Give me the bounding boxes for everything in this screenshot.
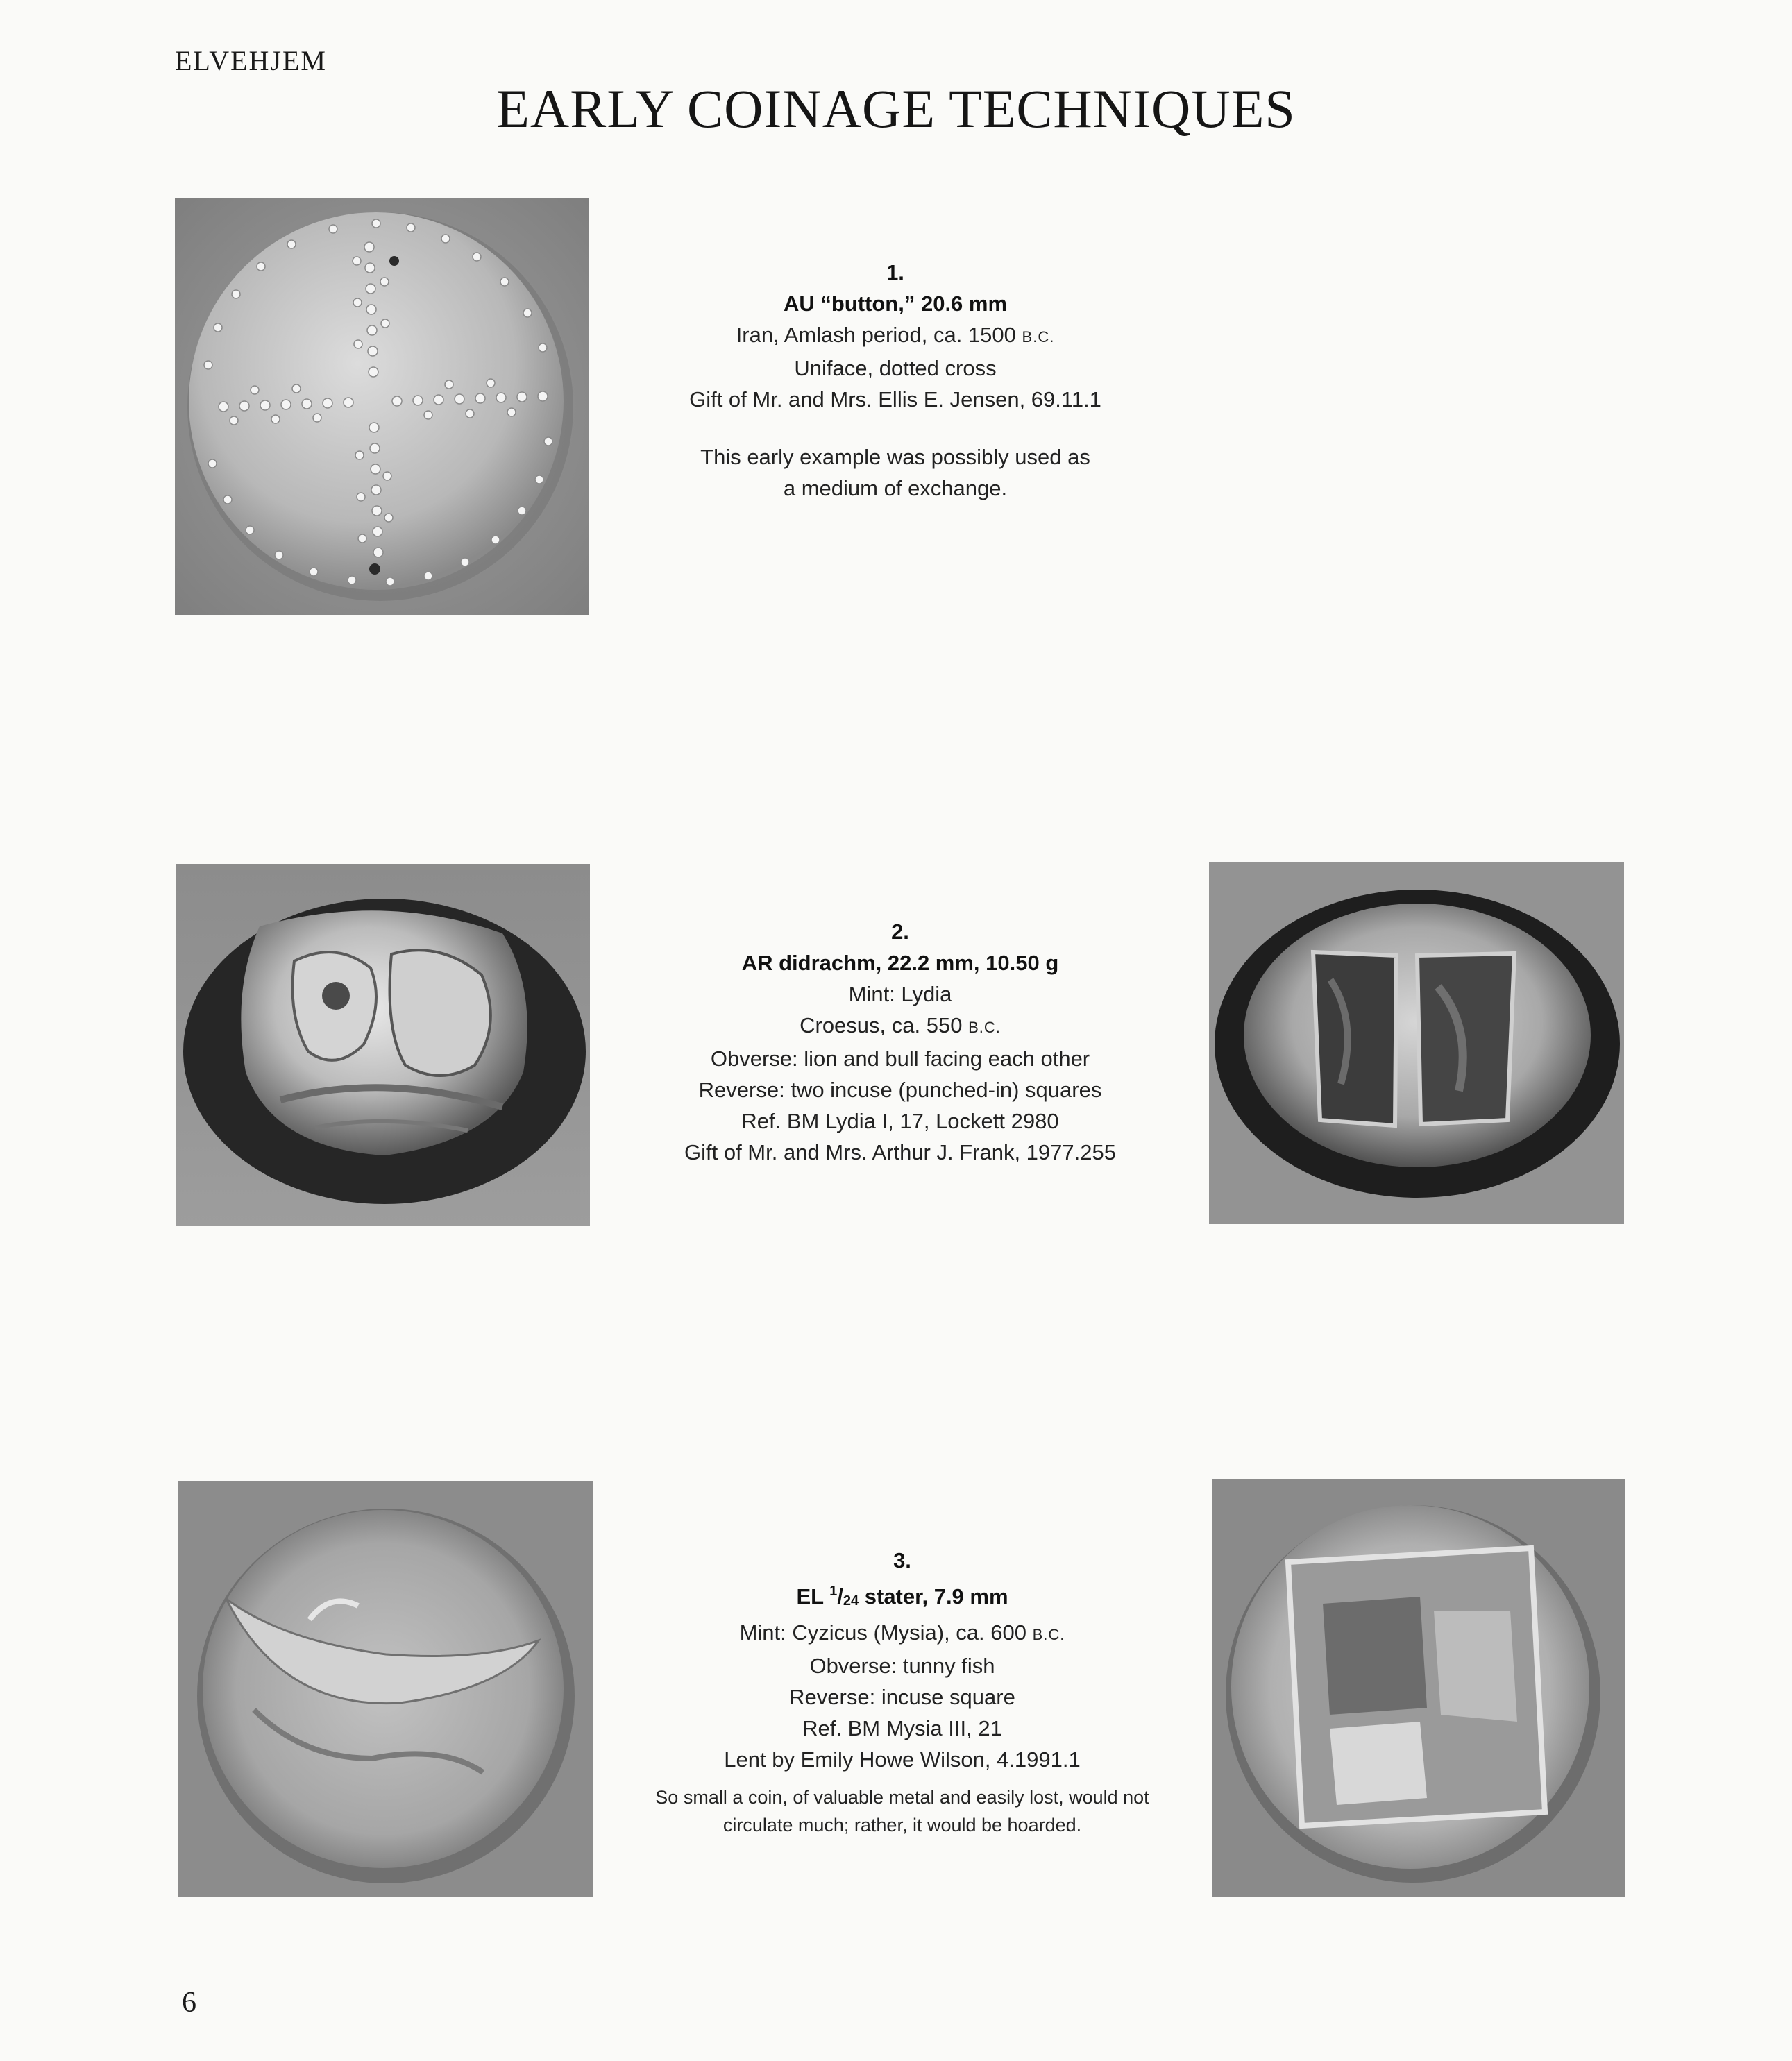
entry-3-note: So small a coin, of valuable metal and easily lost, would not bbox=[655, 1787, 1149, 1808]
entry-3-date: Mint: Cyzicus (Mysia), ca. 600 B.C. bbox=[739, 1620, 1065, 1645]
entry-2-number: 2. bbox=[891, 919, 909, 944]
entry-3-number: 3. bbox=[893, 1548, 911, 1572]
entry-2-mint: Mint: Lydia bbox=[848, 982, 952, 1006]
entry-2-caption bbox=[611, 916, 1190, 1168]
entry-1-line: Gift of Mr. and Mrs. Ellis E. Jensen, 69.11.1 bbox=[689, 387, 1101, 412]
entry-3-line: Reverse: incuse square bbox=[789, 1685, 1015, 1709]
entry-1-line: Uniface, dotted cross bbox=[794, 356, 997, 380]
entry-1-title: AU “button,” 20.6 mm bbox=[783, 291, 1008, 316]
coin-2-reverse-image bbox=[1209, 862, 1624, 1224]
entry-3-caption bbox=[611, 1545, 1194, 1839]
entry-3-note: circulate much; rather, it would be hoarded. bbox=[722, 1815, 1082, 1835]
coin-1-image bbox=[175, 198, 589, 615]
entry-1-caption bbox=[611, 257, 1180, 504]
entry-3-title: EL $^1/_{24}$ stater, 7.9 mm bbox=[796, 1584, 1008, 1609]
entry-3-line: Obverse: tunny fish bbox=[809, 1654, 995, 1678]
entry-2-line: Ref. BM Lydia I, 17, Lockett 2980 bbox=[741, 1109, 1059, 1133]
entry-3-line: Ref. BM Mysia III, 21 bbox=[802, 1716, 1002, 1740]
entry-3-line: Lent by Emily Howe Wilson, 4.1991.1 bbox=[724, 1747, 1081, 1772]
entry-1-date: Iran, Amlash period, ca. 1500 B.C. bbox=[736, 323, 1055, 347]
page-number: 6 bbox=[182, 1987, 196, 2019]
entry-1-note: a medium of exchange. bbox=[783, 476, 1008, 500]
coin-2-reverse-photo bbox=[1209, 862, 1624, 1224]
page-title: EARLY COINAGE TECHNIQUES bbox=[496, 78, 1296, 139]
coin-3-reverse-photo bbox=[1212, 1479, 1625, 1897]
coin-3-obverse-image bbox=[178, 1481, 593, 1897]
entry-2-line: Obverse: lion and bull facing each other bbox=[710, 1046, 1090, 1071]
entry-2-line: Gift of Mr. and Mrs. Arthur J. Frank, 1977.255 bbox=[684, 1140, 1116, 1164]
entry-2-line: Reverse: two incuse (punched-in) squares bbox=[698, 1078, 1102, 1102]
coin-2-obverse-image bbox=[176, 864, 590, 1226]
entry-2-title: AR didrachm, 22.2 mm, 10.50 g bbox=[741, 951, 1059, 975]
coin-1-photo bbox=[175, 198, 589, 615]
running-head: ELVEHJEM bbox=[175, 45, 327, 76]
entry-1-number: 1. bbox=[886, 260, 904, 285]
coin-3-obverse-photo bbox=[178, 1481, 593, 1897]
entry-2-date: Croesus, ca. 550 B.C. bbox=[800, 1013, 1001, 1037]
coin-3-reverse-image bbox=[1212, 1479, 1625, 1897]
coin-2-obverse-photo bbox=[176, 864, 590, 1226]
entry-1-note: This early example was possibly used as bbox=[700, 445, 1090, 469]
